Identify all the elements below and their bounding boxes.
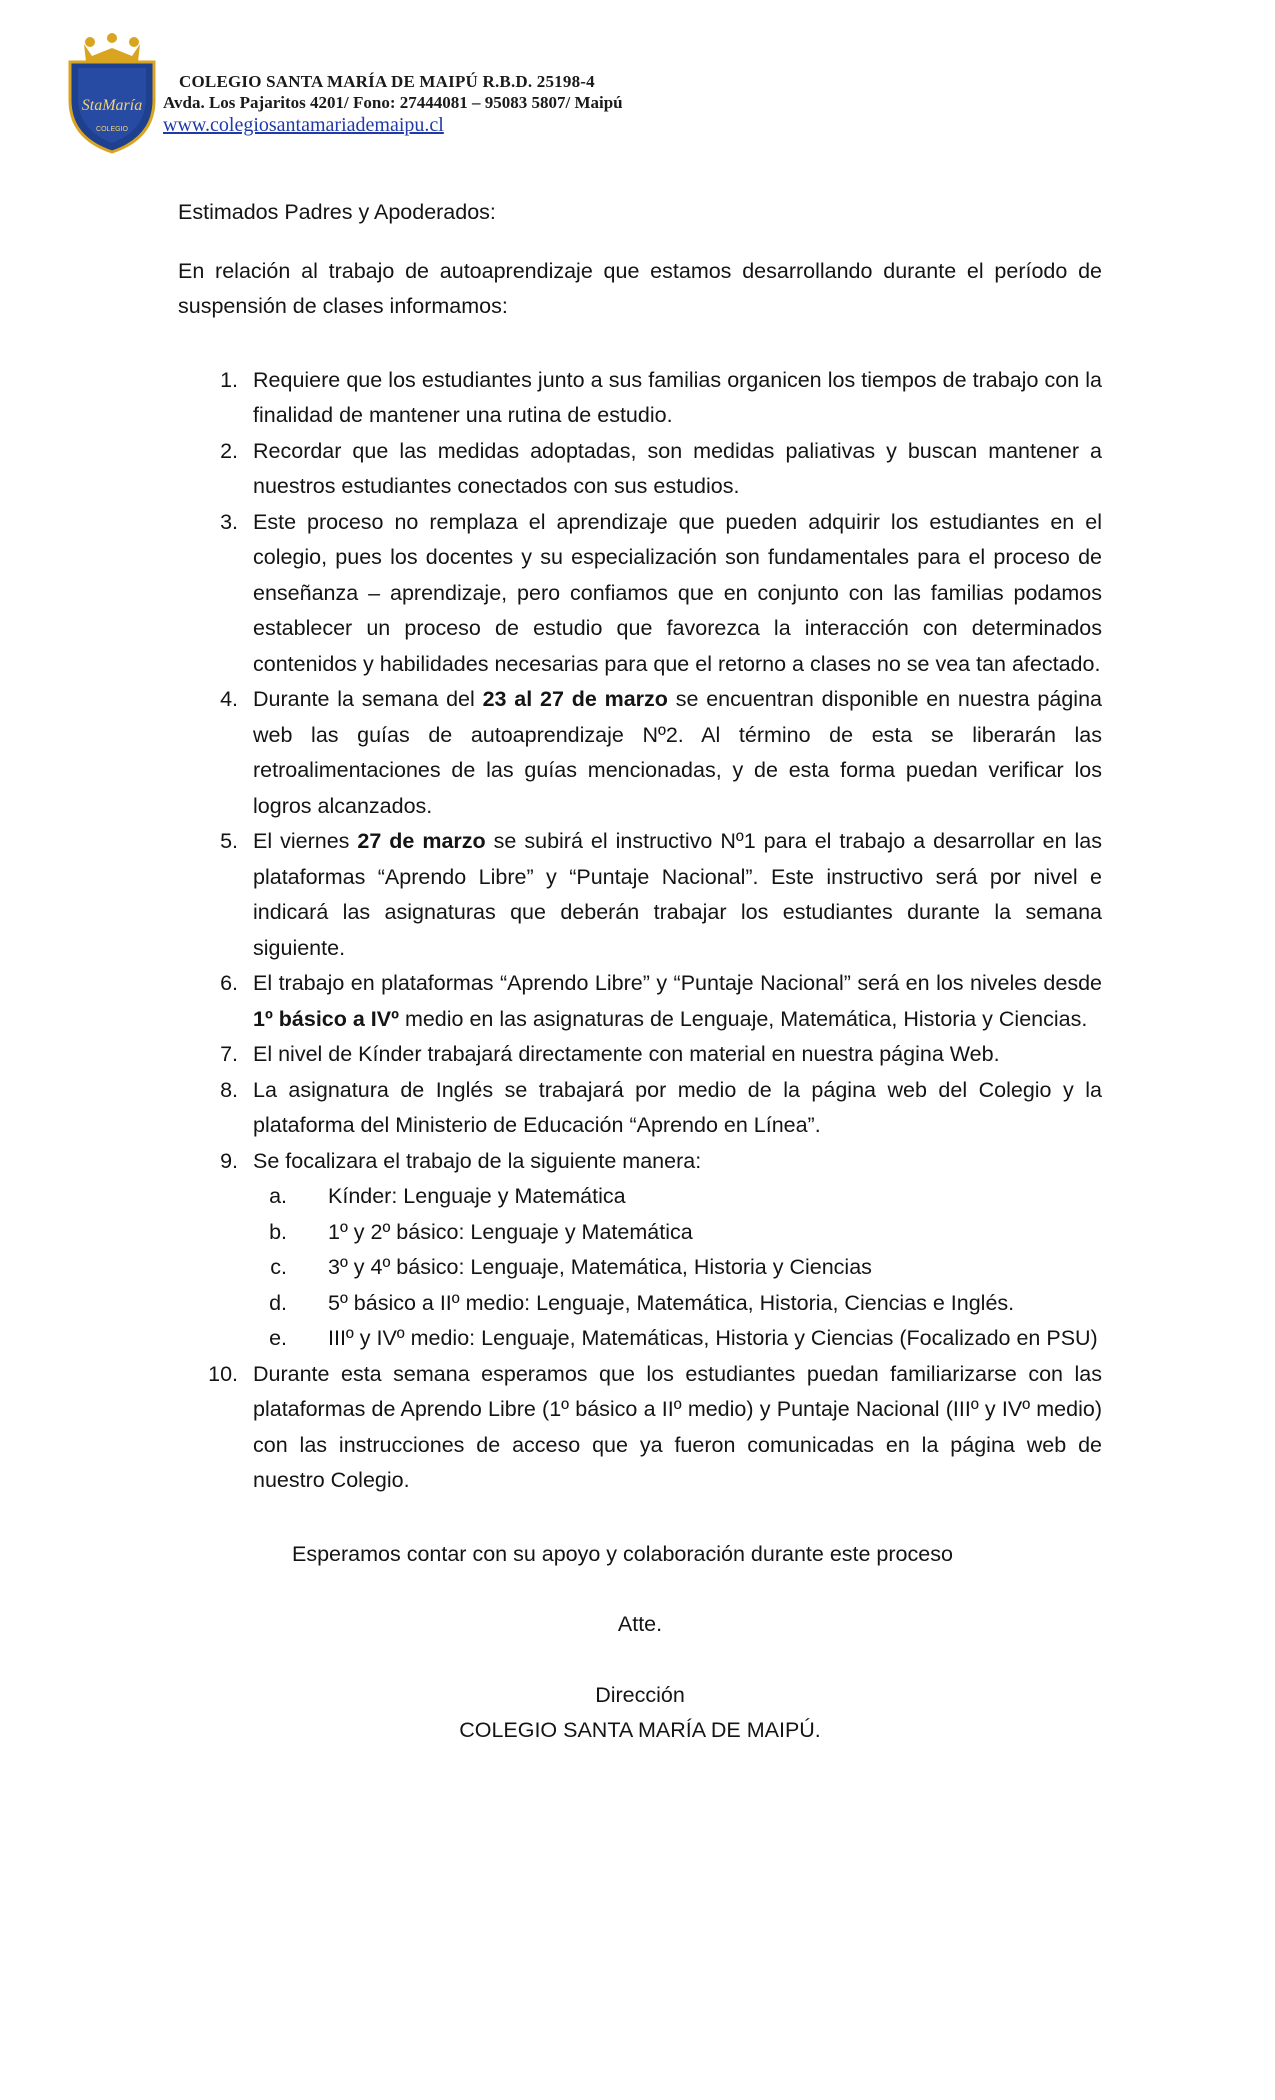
list-item: 2. Recordar que las medidas adoptadas, son medidas paliativas y buscan mantener a nuestros estudiantes conectados con sus estudios. — [220, 438, 1102, 498]
letter-body — [178, 195, 1102, 1749]
atte: Atte. — [617, 1612, 663, 1636]
list-item: 7. El nivel de Kínder trabajará directamente con material en nuestra página Web. — [220, 1042, 1000, 1066]
greeting: Estimados Padres y Apoderados: — [178, 200, 496, 224]
logo-text: StaMaría — [81, 97, 143, 114]
sub-list-item: b. 1º y 2º básico: Lenguaje y Matemática — [269, 1219, 693, 1244]
list-item: 5. El viernes 27 de marzo se subirá el instructivo Nº1 para el trabajo a desarrollar en las plataformas “Aprendo Libre” y “Puntaje Nacional”. Este instructivo será por nivel e indicará las asignaturas que deberán trabajar los estudiantes durante la semana siguiente. — [220, 829, 1102, 960]
sub-list-item: e. IIIº y IVº medio: Lenguaje, Matemáticas, Historia y Ciencias (Focalizado en PSU) — [269, 1326, 1098, 1350]
website-link[interactable]: www.colegiosantamariademaipu.cl — [163, 114, 444, 136]
school-address-phone: Avda. Los Pajaritos 4201/ Fono: 27444081 – 95083 5807/ Maipú — [163, 93, 623, 112]
list-item: 3. Este proceso no remplaza el aprendizaje que pueden adquirir los estudiantes en el colegio, pues los docentes y su especialización son fundamentales para el proceso de enseñanza – aprendizaje, pero confiamos que en conjunto con las familias podamos establecer un proceso de estudio que favorezca la interacción con determinados contenidos y habilidades necesarias para que el retorno a clases no se vea tan afectado. — [220, 509, 1102, 676]
logo-subtext: COLEGIO — [96, 126, 128, 133]
sub-list — [253, 1179, 1102, 1357]
school-name-rbd: COLEGIO SANTA MARÍA DE MAIPÚ R.B.D. 25198-4 — [179, 72, 595, 91]
closing-line: Esperamos contar con su apoyo y colaboración durante este proceso — [292, 1541, 953, 1566]
intro-paragraph: En relación al trabajo de autoaprendizaje que estamos desarrollando durante el período de suspensión de clases informamos: — [178, 258, 1102, 318]
list-item: 6. El trabajo en plataformas “Aprendo Libre” y “Puntaje Nacional” será en los niveles desde 1º básico a IVº medio en las asignaturas de Lenguaje, Matemática, Historia y Ciencias. — [220, 971, 1102, 1031]
sub-list-item: c. 3º y 4º básico: Lenguaje, Matemática, Historia y Ciencias — [270, 1255, 872, 1279]
signature-dept: Dirección — [595, 1682, 685, 1707]
list-item: 4. Durante la semana del 23 al 27 de marzo se encuentran disponible en nuestra página web las guías de autoaprendizaje Nº2. Al término de esta se liberarán las retroalimentaciones de las guías mencionadas, y de esta forma puedan verificar los logros alcanzados. — [220, 687, 1102, 818]
sub-list-item: d. 5º básico a IIº medio: Lenguaje, Matemática, Historia, Ciencias e Inglés. — [269, 1290, 1015, 1315]
list-item: 8. La asignatura de Inglés se trabajará por medio de la página web del Colegio y la plataforma del Ministerio de Educación “Aprendo en Línea”. — [220, 1077, 1102, 1137]
signature-school: COLEGIO SANTA MARÍA DE MAIPÚ. — [459, 1718, 821, 1742]
signature-block — [178, 1678, 1102, 1749]
list-item: 10. Durante esta semana esperamos que los estudiantes puedan familiarizarse con las plataformas de Aprendo Libre (1º básico a IIº medio) y Puntaje Nacional (IIIº y IVº medio) con las instrucciones de acceso que ya fueron comunicadas en la página web de nuestro Colegio. — [208, 1361, 1102, 1492]
sub-list-item: a. Kínder: Lenguaje y Matemática — [269, 1184, 626, 1208]
list-item: 1. Requiere que los estudiantes junto a sus familias organicen los tiempos de trabajo con la finalidad de mantener una rutina de estudio. — [220, 367, 1102, 427]
letterhead — [163, 72, 623, 137]
school-crest-logo — [62, 30, 162, 154]
numbered-list — [178, 363, 1102, 1499]
list-item: 9. Se focalizara el trabajo de la siguiente manera: a. Kínder: Lenguaje y Matemática b. 1º y 2º básico: Lenguaje y Matemática c. 3º y 4º básico: Lenguaje, Matemática, Historia y Ciencias d. 5º básico a IIº medio: Lenguaje, Matemática, Historia, Ciencias e Inglés. e. IIIº y IVº medio: Lenguaje, Matemáticas, Historia y Ciencias (Focalizado en PSU) — [178, 1144, 1102, 1357]
